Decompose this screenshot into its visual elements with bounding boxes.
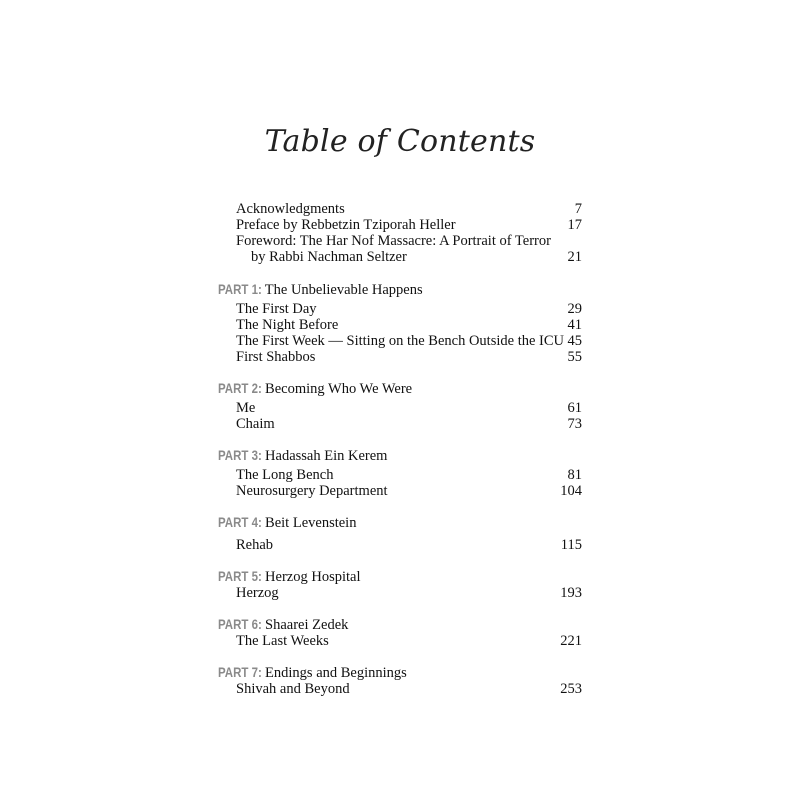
part-heading <box>218 513 582 531</box>
entry-page-number: 193 <box>560 585 582 601</box>
page-title: Table of Contents <box>264 124 536 159</box>
part-title: Shaarei Zedek <box>265 617 349 633</box>
part-heading <box>218 446 582 464</box>
entry-page-number: 104 <box>560 483 582 499</box>
part-heading <box>218 280 582 298</box>
entry-page-number: 115 <box>560 537 582 553</box>
toc-entry <box>236 201 582 217</box>
part-section <box>218 446 582 499</box>
entry-page-number: 55 <box>567 349 582 365</box>
part-heading <box>218 379 582 397</box>
entry-title: The First Week — Sitting on the Bench Outside the ICU <box>236 333 564 349</box>
part-number-label: PART 6: <box>218 616 262 632</box>
entry-page-number: 29 <box>567 301 582 317</box>
entry-title: by Rabbi Nachman Seltzer <box>251 249 407 265</box>
part-title: Endings and Beginnings <box>265 665 407 681</box>
toc-entry <box>236 483 582 499</box>
entry-title: Acknowledgments <box>236 201 345 217</box>
part-section <box>218 663 582 697</box>
entry-title: Chaim <box>236 416 275 432</box>
part-heading <box>218 663 582 681</box>
toc-entry <box>236 681 582 697</box>
part-number-label: PART 5: <box>218 568 262 584</box>
entry-page-number: 45 <box>567 333 582 349</box>
toc-entry <box>236 317 582 333</box>
part-number-label: PART 2: <box>218 380 262 396</box>
toc-entry <box>236 301 582 317</box>
entry-title: The First Day <box>236 301 317 317</box>
toc-entry <box>236 537 582 553</box>
part-number-label: PART 1: <box>218 281 262 297</box>
entry-title: Me <box>236 400 256 416</box>
entry-page-number: 21 <box>567 249 582 265</box>
toc-entry <box>236 416 582 432</box>
entry-title: Herzog <box>236 585 279 601</box>
part-heading <box>218 567 582 585</box>
table-of-contents <box>218 201 582 697</box>
entry-title: Foreword: The Har Nof Massacre: A Portrait of Terror <box>236 233 551 249</box>
entry-title: The Night Before <box>236 317 339 333</box>
part-number-label: PART 7: <box>218 664 262 680</box>
entry-page-number: 7 <box>574 201 582 217</box>
toc-entry <box>236 217 582 233</box>
toc-entry <box>236 633 582 649</box>
entry-title: Shivah and Beyond <box>236 681 350 697</box>
entry-page-number: 253 <box>560 681 582 697</box>
entry-title: Neurosurgery Department <box>236 483 388 499</box>
part-section <box>218 280 582 365</box>
entry-page-number: 221 <box>560 633 582 649</box>
part-section <box>218 513 582 553</box>
part-title: The Unbelievable Happens <box>264 282 423 298</box>
parts-list <box>218 280 582 697</box>
part-heading <box>218 615 582 633</box>
entry-title: The Last Weeks <box>236 633 329 649</box>
entry-title: Preface by Rebbetzin Tziporah Heller <box>236 217 456 233</box>
entry-title: First Shabbos <box>236 349 316 365</box>
part-title: Hadassah Ein Kerem <box>265 448 388 464</box>
entry-page-number: 17 <box>567 217 582 233</box>
toc-entry <box>236 467 582 483</box>
toc-entry <box>236 585 582 601</box>
toc-entry <box>236 400 582 416</box>
front-matter <box>236 201 582 265</box>
entry-page-number: 41 <box>567 317 582 333</box>
part-title: Beit Levenstein <box>265 515 357 531</box>
part-title: Becoming Who We Were <box>265 381 413 397</box>
toc-entry <box>236 349 582 365</box>
entry-page-number: 81 <box>567 467 582 483</box>
part-number-label: PART 3: <box>218 447 262 463</box>
part-number-label: PART 4: <box>218 514 262 530</box>
toc-entry <box>236 249 582 265</box>
entry-page-number: 61 <box>567 400 582 416</box>
entry-title: Rehab <box>236 537 274 553</box>
part-title: Herzog Hospital <box>265 569 361 585</box>
toc-entry <box>236 333 582 349</box>
part-section <box>218 379 582 432</box>
part-section <box>218 567 582 601</box>
entry-page-number: 73 <box>567 416 582 432</box>
toc-entry <box>236 233 582 249</box>
entry-title: The Long Bench <box>236 467 334 483</box>
part-section <box>218 615 582 649</box>
